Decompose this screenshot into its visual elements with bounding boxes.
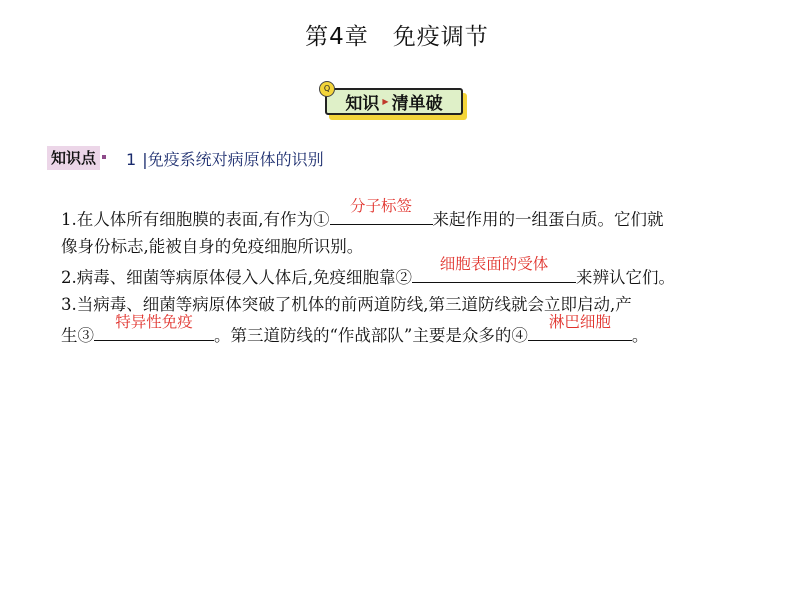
q1-line2-text: 像身份标志,能被自身的免疫细胞所识别。: [61, 237, 364, 256]
banner-right-text: 清单破: [391, 94, 443, 114]
knowledge-point-tag-label: 知识点: [51, 149, 97, 167]
q1-pre-text: 1.在人体所有细胞膜的表面,有作为①: [61, 210, 330, 229]
q3-answer1: 特异性免疫: [115, 313, 193, 331]
q1-line1: [61, 197, 781, 231]
q2-post-text: 来辨认它们。: [576, 268, 675, 287]
play-arrow-icon: ▶: [382, 97, 389, 106]
q3-line1-text: 3.当病毒、细菌等病原体突破了机体的前两道防线,第三道防线就会立即启动,产: [61, 295, 632, 314]
q1-answer: 分子标签: [349, 197, 412, 215]
badge-icon: Q: [319, 81, 335, 97]
knowledge-point-title: [126, 147, 324, 170]
q1-post-text: 来起作用的一组蛋白质。它们就: [432, 210, 664, 229]
q2-line: [61, 255, 781, 289]
q3-answer2: 淋巴细胞: [548, 313, 611, 331]
q2-blank: [412, 255, 576, 283]
q3-post-text: 。: [631, 326, 649, 345]
content-body: [61, 197, 781, 349]
q1-blank: [330, 197, 433, 225]
q3-blank1: [94, 313, 214, 341]
knowledge-point-tag: [47, 146, 100, 170]
q2-answer: 细胞表面的受体: [439, 255, 549, 273]
banner-box: [325, 88, 463, 115]
tag-dot-icon: [102, 155, 106, 159]
knowledge-point-text: |免疫系统对病原体的识别: [142, 149, 324, 169]
q3-mid-text: 。第三道防线的“作战部队”主要是众多的④: [214, 326, 528, 345]
q3-blank2: [528, 313, 632, 341]
knowledge-point-number: 1: [126, 149, 137, 169]
q3-line2: [61, 313, 781, 347]
page-title: 第4章 免疫调节: [305, 24, 489, 50]
q3-pre-text: 生③: [61, 326, 94, 345]
section-banner: [323, 84, 470, 122]
banner-left-text: 知识: [345, 94, 380, 114]
q2-pre-text: 2.病毒、细菌等病原体侵入人体后,免疫细胞靠②: [61, 268, 412, 287]
knowledge-point-header: [47, 146, 324, 170]
